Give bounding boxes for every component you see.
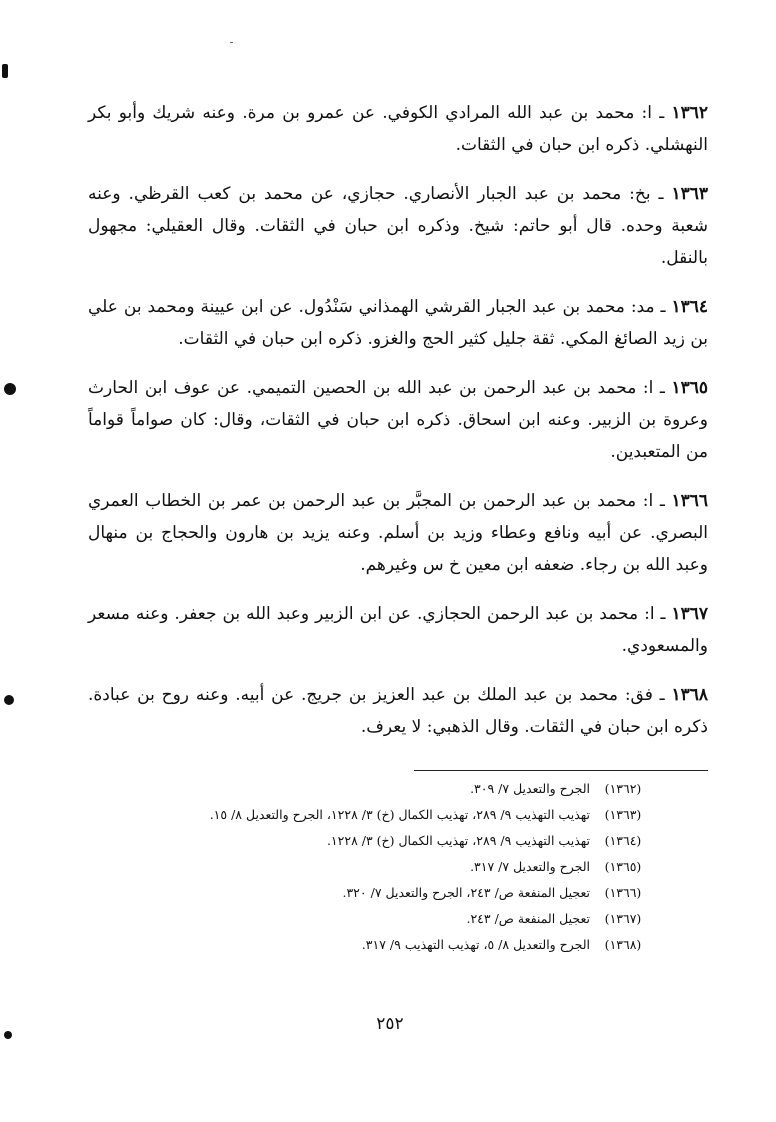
entry-number: ١٣٦٨: [671, 685, 708, 705]
footnote: [100, 776, 656, 802]
entry-1367: [88, 598, 708, 662]
footnote-number: (١٣٦٧): [604, 911, 642, 926]
paper-speck: [230, 42, 233, 43]
entry-1364: [88, 291, 708, 355]
entry-1366: [88, 485, 708, 581]
entry-number: ١٣٦٢: [671, 103, 708, 123]
footnote-text: تعجيل المنفعة ص/ ٢٤٣.: [466, 911, 590, 926]
footnote-text: تهذيب التهذيب ٩/ ٢٨٩، تهذيب الكمال (خ) ٣/ ١٢٢٨، الجرح والتعديل ٨/ ١٥.: [209, 807, 590, 822]
footnote: [100, 906, 656, 932]
footnote-number: (١٣٦٤): [604, 833, 642, 848]
entry-text: ـ فق: محمد بن عبد الملك بن عبد العزيز بن جريج. عن أبيه. وعنه روح بن عبادة. ذكره ابن حبان في الثقات. وقال الذهبي: لا يعرف.: [88, 685, 708, 737]
entry-number: ١٣٦٦: [671, 491, 708, 511]
biography-entries: [88, 80, 708, 751]
entry-1368: [88, 679, 708, 743]
footnote-text: تعجيل المنفعة ص/ ٢٤٣، الجرح والتعديل ٧/ ٣٢٠.: [342, 885, 590, 900]
footnote-separator: [414, 770, 708, 771]
footnote-text: تهذيب التهذيب ٩/ ٢٨٩، تهذيب الكمال (خ) ٣/ ١٢٢٨.: [326, 833, 590, 848]
scan-artifact: [4, 383, 16, 395]
page-number: ٢٥٢: [376, 1014, 404, 1034]
entry-text: ـ ا: محمد بن عبد الرحمن الحجازي. عن ابن الزبير وعبد الله بن جعفر. وعنه مسعر والمسعودي.: [88, 604, 708, 656]
entry-number: ١٣٦٧: [671, 604, 708, 624]
entry-number: ١٣٦٣: [671, 184, 708, 204]
entry-text: ـ ا: محمد بن عبد الله المرادي الكوفي. عن عمرو بن مرة. وعنه شريك وأبو بكر النهشلي. ذكره ابن حبان في الثقات.: [88, 103, 708, 155]
entry-1363: [88, 178, 708, 274]
footnote-number: (١٣٦٨): [604, 937, 642, 952]
footnote: [100, 828, 656, 854]
footnotes: [100, 776, 656, 958]
footnote: [100, 932, 656, 958]
entry-1365: [88, 372, 708, 468]
footnote: [100, 880, 656, 906]
footnote-text: الجرح والتعديل ٨/ ٥، تهذيب التهذيب ٩/ ٣١٧.: [361, 937, 590, 952]
footnote-number: (١٣٦٦): [604, 885, 642, 900]
scan-artifact: [4, 695, 14, 705]
scan-artifact: [4, 1031, 12, 1039]
entry-number: ١٣٦٤: [671, 297, 708, 317]
footnote-text: الجرح والتعديل ٧/ ٣٠٩.: [470, 781, 590, 796]
footnote-number: (١٣٦٢): [604, 781, 642, 796]
entry-1362: [88, 97, 708, 161]
footnote: [100, 854, 656, 880]
footnote-text: الجرح والتعديل ٧/ ٣١٧.: [470, 859, 590, 874]
entry-text: ـ بخ: محمد بن عبد الجبار الأنصاري. حجازي، عن محمد بن كعب القرظي. وعنه شعبة وحده. قال أبو حاتم: شيخ. وذكره ابن حبان في الثقات. وقال العقيلي: مجهول بالنقل.: [88, 184, 708, 268]
scan-artifact: [2, 64, 8, 78]
entry-text: ـ ا: محمد بن عبد الرحمن بن المجبَّر بن عبد الرحمن بن عمر بن الخطاب العمري البصري. عن أبيه ونافع وعطاء وزيد بن أسلم. وعنه يزيد بن هارون والحجاج بن منهال وعبد الله بن رجاء. ضعفه ابن معين خ س وغيرهم.: [88, 491, 708, 575]
entry-number: ١٣٦٥: [671, 378, 708, 398]
entry-text: ـ مد: محمد بن عبد الجبار القرشي الهمذاني سَنْدُول. عن ابن عيينة ومحمد بن علي بن زيد الصائغ المكي. ثقة جليل كثير الحج والغزو. ذكره ابن حبان في الثقات.: [88, 297, 708, 349]
footnote-number: (١٣٦٥): [604, 859, 642, 874]
footnote: [100, 802, 656, 828]
entry-text: ـ ا: محمد بن عبد الرحمن بن عبد الله بن الحصين التميمي. عن عوف ابن الحارث وعروة بن الزبير. وعنه ابن اسحاق. ذكره ابن حبان في الثقات، وقال: كان صواماً قواماً من المتعبدين.: [88, 378, 708, 462]
footnote-number: (١٣٦٣): [604, 807, 642, 822]
